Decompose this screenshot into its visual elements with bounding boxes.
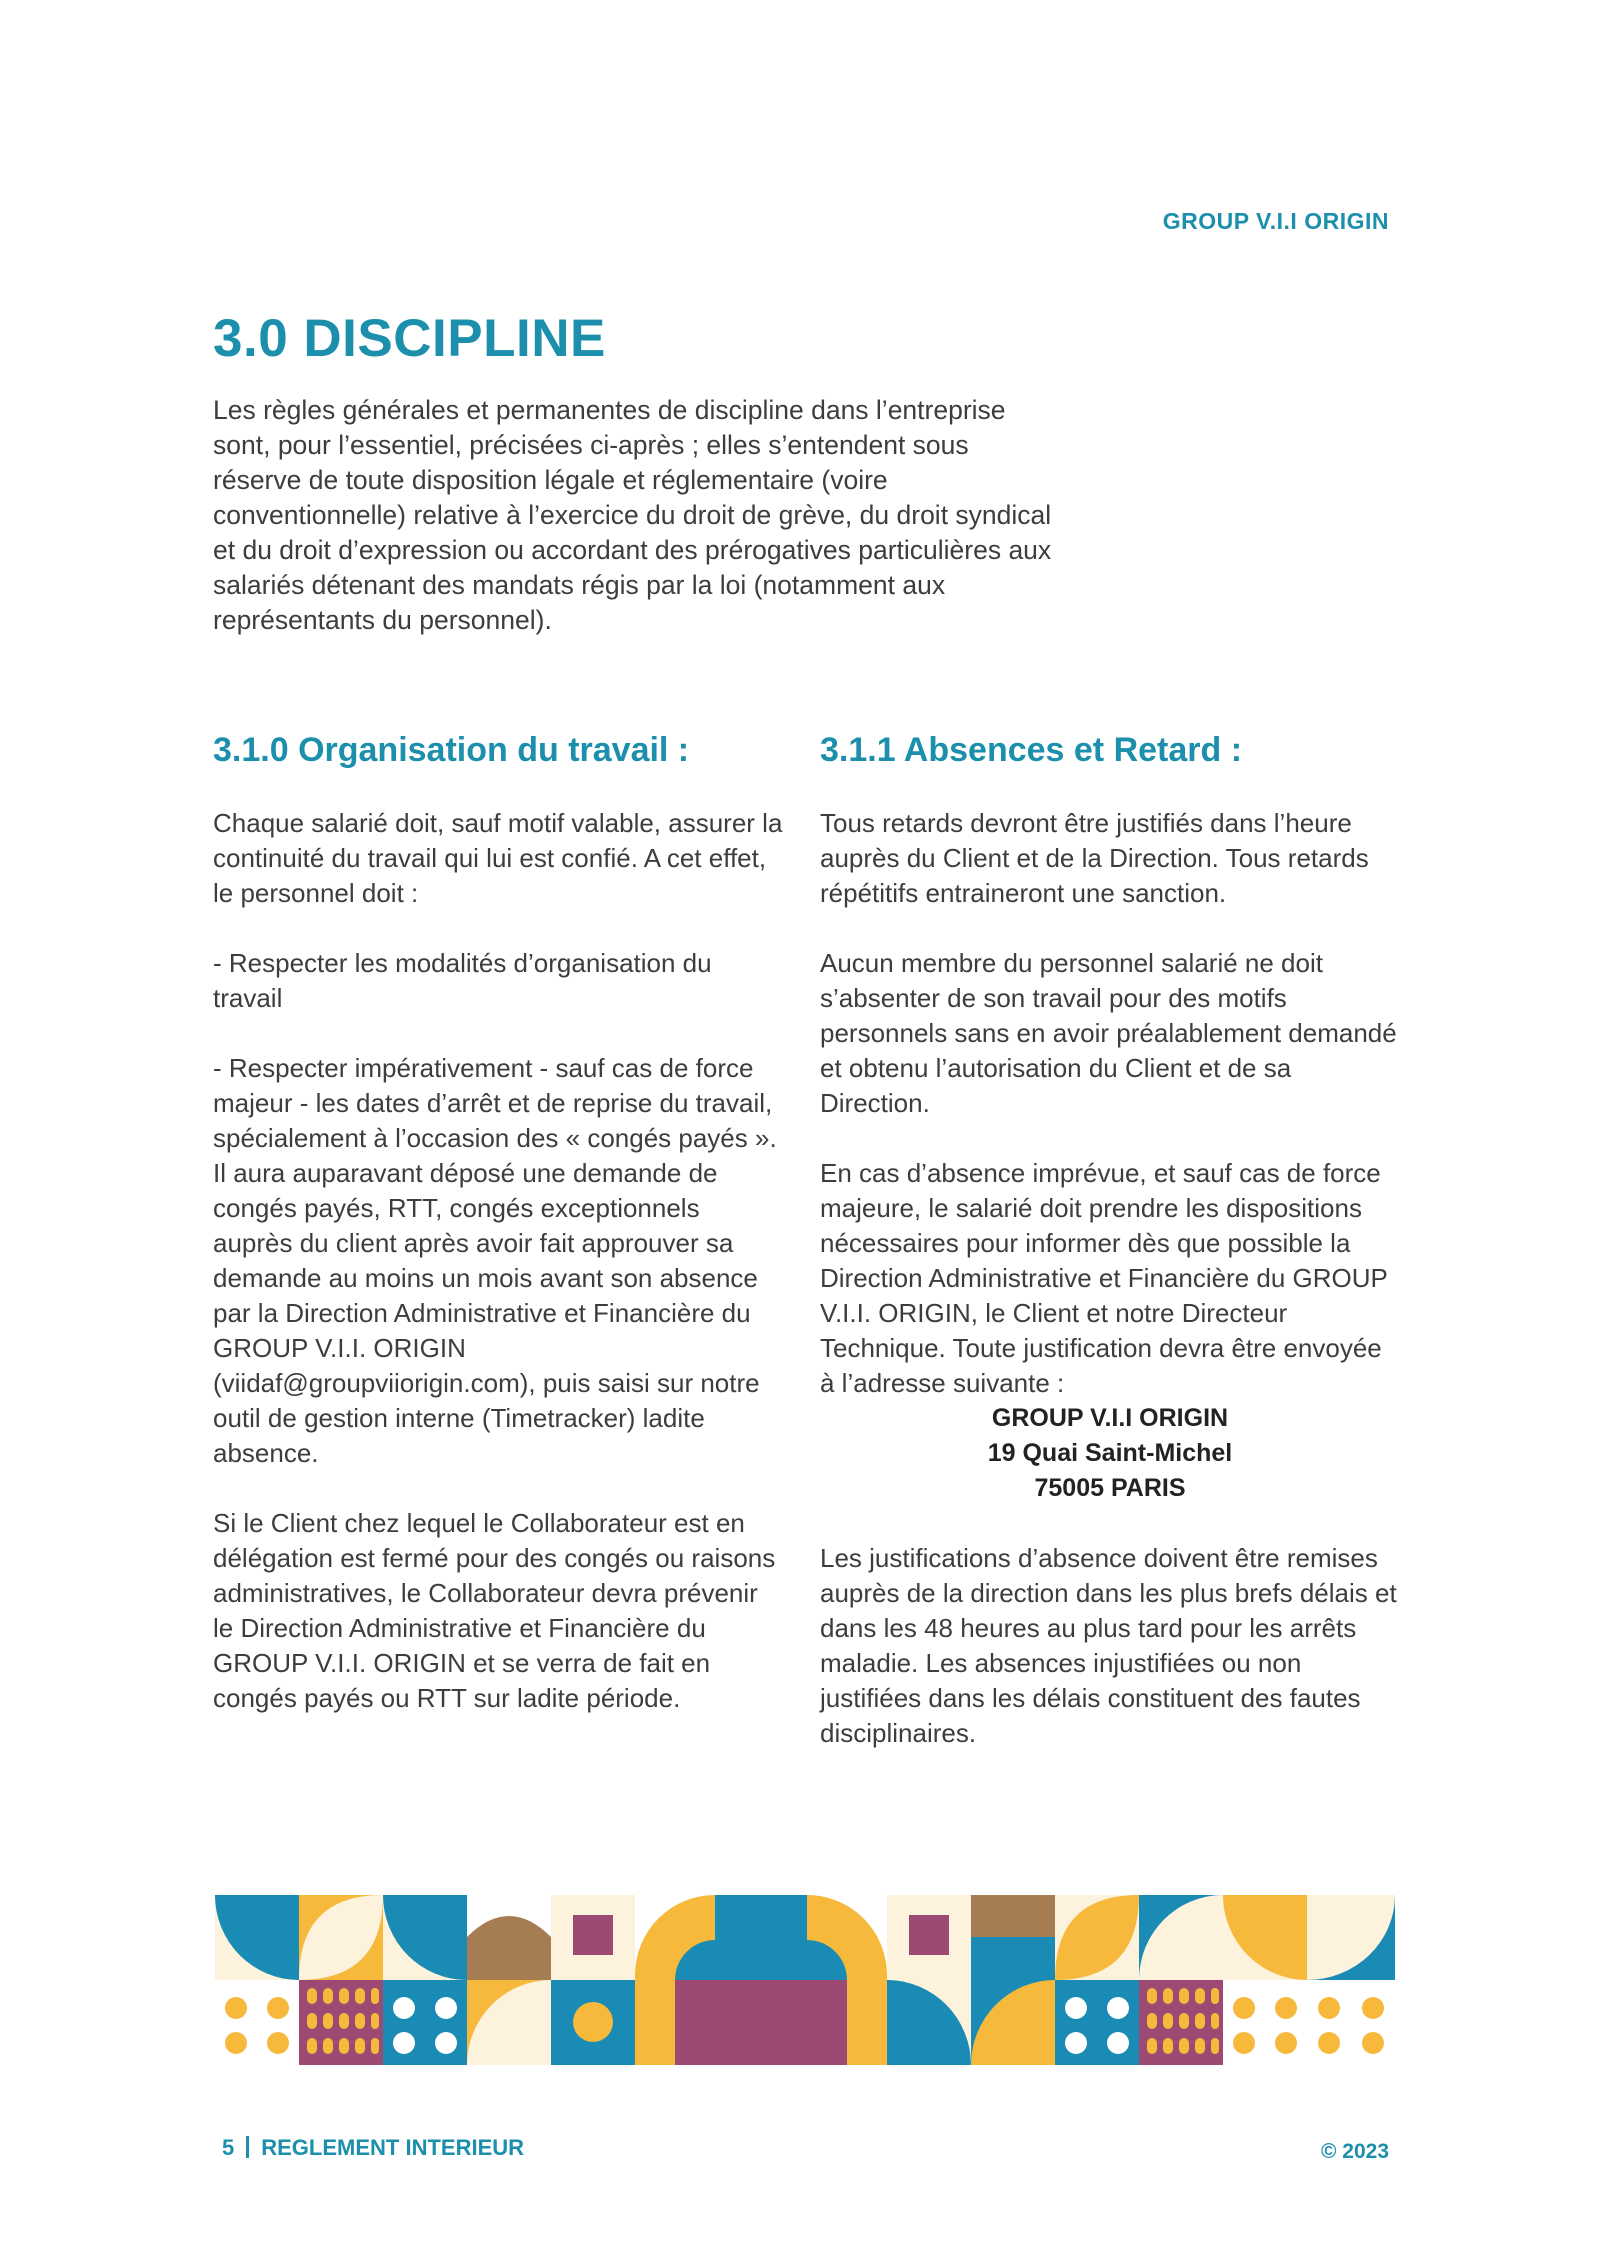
page-number: 5 [222, 2135, 235, 2160]
intro-paragraph: Les règles générales et permanentes de discipline dans l’entreprise sont, pour l’essentiel, précisées ci-après ; elles s’entendent sous réserve de toute disposition légale et réglementaire (voire conventionnelle) relative à l’exercice du droit de grève, du droit syndical et du droit d’expression ou accordant des prérogatives particulières aux salariés détenant des mandats régis par la loi (notamment aux représentants du personnel). [213, 395, 1052, 635]
section-heading-absences: 3.1.1 Absences et Retard : [820, 731, 1243, 769]
header-brand: GROUP V.I.I ORIGIN [1162, 208, 1389, 234]
section-organisation [213, 728, 783, 1751]
paragraph: - Respecter impérativement - sauf cas de force majeur - les dates d’arrêt et de reprise du travail, spécialement à l’occasion des « congés payés ». Il aura auparavant déposé une demande de congés payés, RTT, congés exceptionnels auprès du client après avoir fait approuver sa demande au moins un mois avant son absence par la Direction Administrative et Financière du GROUP V.I.I. ORIGIN (viidaf@groupviiorigin.com), puis saisi sur notre outil de gestion interne (Timetracker) ladite absence. [213, 1053, 777, 1468]
paragraph: Si le Client chez lequel le Collaborateur est en délégation est fermé pour des congés ou raisons administratives, le Collaborateur devra prévenir le Direction Administrative et Financière du GROUP V.I.I. ORIGIN et se verra de fait en congés payés ou RTT sur ladite période. [213, 1508, 776, 1713]
page-title: 3.0 DISCIPLINE [213, 309, 606, 368]
paragraph: Les justifications d’absence doivent être remises auprès de la direction dans les plus brefs délais et dans les 48 heures au plus tard pour les arrêts maladie. Les absences injustifiées ou non justifiées dans les délais constituent des fautes disciplinaires. [820, 1543, 1397, 1748]
address-block [820, 1401, 1400, 1506]
paragraph: Tous retards devront être justifiés dans l’heure auprès du Client et de la Direction. Tous retards répétitifs entraineront une sanction. [820, 808, 1369, 908]
paragraph: Chaque salarié doit, sauf motif valable, assurer la continuité du travail qui lui est confié. A cet effet, le personnel doit : [213, 808, 783, 908]
address-line: GROUP V.I.I ORIGIN [991, 1404, 1229, 1432]
footer-left [222, 2135, 524, 2161]
address-line: 19 Quai Saint-Michel [987, 1439, 1233, 1467]
document-title: REGLEMENT INTERIEUR [261, 2135, 525, 2160]
paragraph: - Respecter les modalités d’organisation du travail [213, 948, 712, 1013]
paragraph: En cas d’absence imprévue, et sauf cas de force majeure, le salarié doit prendre les dispositions nécessaires pour informer dès que possible la Direction Administrative et Financière du GROUP V.I.I. ORIGIN, le Client et notre Directeur Technique. Toute justification devra être envoyée à l’adresse suivante : [820, 1158, 1388, 1398]
copyright: © 2023 [1320, 2140, 1389, 2163]
paragraph: Aucun membre du personnel salarié ne doit s’absenter de son travail pour des motifs personnels sans en avoir préalablement demandé et obtenu l’autorisation du Client et de sa Direction. [820, 948, 1397, 1118]
section-absences [820, 728, 1400, 1786]
separator [246, 2136, 249, 2158]
address-line: 75005 PARIS [1034, 1474, 1186, 1502]
section-heading-organisation: 3.1.0 Organisation du travail : [213, 731, 690, 769]
decorative-pattern-banner [215, 1895, 1395, 2065]
